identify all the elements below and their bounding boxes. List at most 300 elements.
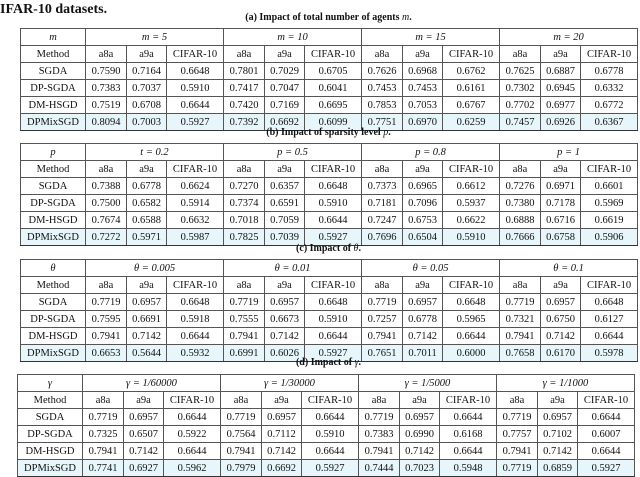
table-cell: 0.6622 (443, 212, 500, 229)
table-cell: 0.7666 (500, 229, 541, 246)
caption-text: (d) Impact of (295, 357, 355, 368)
table-cell: 0.5937 (443, 195, 500, 212)
table-cell: 0.5965 (443, 311, 500, 328)
method-name: SGDA (21, 294, 86, 311)
method-name: SGDA (21, 178, 86, 195)
dataset-header: a9a (265, 277, 305, 294)
table-cell: 0.6007 (578, 426, 635, 443)
method-header: Method (21, 161, 86, 178)
table-cell: 0.6758 (541, 229, 581, 246)
results-table (20, 259, 638, 362)
dataset-header: CIFAR-10 (443, 277, 500, 294)
table-cell: 0.7321 (500, 311, 541, 328)
dataset-header: a9a (127, 277, 167, 294)
table-cell: 0.6977 (541, 97, 581, 114)
table-cell: 0.7142 (127, 328, 167, 345)
table-cell: 0.8094 (86, 114, 127, 131)
table-cell: 0.7178 (541, 195, 581, 212)
table-cell: 0.6705 (305, 63, 362, 80)
subheader-row (21, 161, 638, 178)
group-header: p = 1 (500, 144, 638, 161)
table-cell: 0.7112 (262, 426, 302, 443)
table-cell: 0.6887 (541, 63, 581, 80)
table-cell: 0.7941 (497, 443, 538, 460)
table-cell: 0.7453 (403, 80, 443, 97)
table-cell: 0.6332 (581, 80, 638, 97)
table-cell: 0.5962 (164, 460, 221, 477)
dataset-header: a9a (541, 46, 581, 63)
dataset-header: CIFAR-10 (167, 161, 224, 178)
table-cell: 0.7555 (224, 311, 265, 328)
table-cell: 0.6957 (403, 294, 443, 311)
table-cell: 0.6778 (581, 63, 638, 80)
dataset-header: a9a (127, 46, 167, 63)
table-cell: 0.5948 (440, 460, 497, 477)
table-cell: 0.7757 (497, 426, 538, 443)
table-cell: 0.6990 (400, 426, 440, 443)
dataset-header: CIFAR-10 (443, 161, 500, 178)
table-cell: 0.6716 (541, 212, 581, 229)
dataset-header: a8a (362, 46, 403, 63)
group-header: θ = 0.1 (500, 260, 638, 277)
table-cell: 0.5910 (305, 195, 362, 212)
caption-variable: p (383, 127, 389, 138)
group-header: m = 5 (86, 29, 224, 46)
table-row (21, 294, 638, 311)
table-cell: 0.6648 (443, 294, 500, 311)
group-header: γ = 1/30000 (221, 375, 359, 392)
table-cell: 0.6968 (403, 63, 443, 80)
group-header: θ = 0.05 (362, 260, 500, 277)
table-cell: 0.6767 (443, 97, 500, 114)
table-cell: 0.7702 (500, 97, 541, 114)
group-header: m = 20 (500, 29, 638, 46)
group-header: γ = 1/5000 (359, 375, 497, 392)
table-caption (0, 12, 640, 23)
table-cell: 0.5969 (581, 195, 638, 212)
table-row (21, 311, 638, 328)
table-cell: 0.6926 (541, 114, 581, 131)
table-cell: 0.5978 (581, 345, 638, 362)
dataset-header: CIFAR-10 (581, 277, 638, 294)
table-cell: 0.7417 (224, 80, 265, 97)
table-cell: 0.6888 (500, 212, 541, 229)
dataset-header: CIFAR-10 (305, 277, 362, 294)
table-cell: 0.7564 (221, 426, 262, 443)
method-name: DM-HSGD (21, 328, 86, 345)
table-cell: 0.6644 (581, 328, 638, 345)
table-cell: 0.7142 (124, 443, 164, 460)
table-cell: 0.6026 (265, 345, 305, 362)
dataset-header: CIFAR-10 (443, 46, 500, 63)
table-cell: 0.7719 (497, 409, 538, 426)
dataset-header: a8a (500, 277, 541, 294)
table-cell: 0.6673 (265, 311, 305, 328)
table-cell: 0.7941 (362, 328, 403, 345)
table-cell: 0.7941 (359, 443, 400, 460)
table-caption (0, 243, 640, 254)
table-cell: 0.6750 (541, 311, 581, 328)
table-cell: 0.6170 (541, 345, 581, 362)
table-cell: 0.7374 (224, 195, 265, 212)
table-cell: 0.5927 (167, 114, 224, 131)
table-cell: 0.5932 (167, 345, 224, 362)
table-cell: 0.5910 (443, 229, 500, 246)
table-cell: 0.5927 (305, 229, 362, 246)
table-cell: 0.6644 (440, 409, 497, 426)
table-cell: 0.7941 (83, 443, 124, 460)
dataset-header: a9a (403, 277, 443, 294)
dataset-header: a9a (541, 161, 581, 178)
table-cell: 0.7325 (83, 426, 124, 443)
table-cell: 0.6644 (578, 409, 635, 426)
table-cell: 0.6644 (443, 328, 500, 345)
table-cell: 0.7719 (224, 294, 265, 311)
dataset-header: a9a (127, 161, 167, 178)
table-cell: 0.6957 (538, 409, 578, 426)
table-row (18, 460, 635, 477)
table-cell: 0.5910 (305, 311, 362, 328)
dataset-header: CIFAR-10 (167, 46, 224, 63)
dataset-header: a9a (400, 392, 440, 409)
table-cell: 0.5910 (302, 426, 359, 443)
table-cell: 0.7059 (265, 212, 305, 229)
subheader-row (18, 392, 635, 409)
table-cell: 0.7751 (362, 114, 403, 131)
caption-text: (a) Impact of total number of agents (245, 12, 402, 23)
table-cell: 0.7142 (262, 443, 302, 460)
table-cell: 0.5644 (127, 345, 167, 362)
caption-text: (b) Impact of sparsity level (266, 127, 384, 138)
table-cell: 0.7011 (403, 345, 443, 362)
table-cell: 0.6644 (440, 443, 497, 460)
table-cell: 0.7941 (221, 443, 262, 460)
table-cell: 0.6648 (305, 178, 362, 195)
table-cell: 0.5927 (302, 460, 359, 477)
table-cell: 0.6653 (86, 345, 127, 362)
method-name: DM-HSGD (21, 97, 86, 114)
table-cell: 0.6632 (167, 212, 224, 229)
table-cell: 0.7181 (362, 195, 403, 212)
table-cell: 0.6127 (581, 311, 638, 328)
table-cell: 0.6099 (305, 114, 362, 131)
table-cell: 0.7003 (127, 114, 167, 131)
dataset-header: a9a (124, 392, 164, 409)
table-cell: 0.7651 (362, 345, 403, 362)
dataset-header: CIFAR-10 (305, 46, 362, 63)
table-cell: 0.6762 (443, 63, 500, 80)
group-header-row (18, 375, 635, 392)
table-cell: 0.6778 (403, 311, 443, 328)
table-cell: 0.5906 (581, 229, 638, 246)
table-cell: 0.7388 (86, 178, 127, 195)
dataset-header: CIFAR-10 (164, 392, 221, 409)
caption-suffix: . (388, 127, 391, 138)
group-header: θ = 0.01 (224, 260, 362, 277)
param-header: θ (21, 260, 86, 277)
table-cell: 0.7825 (224, 229, 265, 246)
table-cell: 0.6612 (443, 178, 500, 195)
table-cell: 0.6648 (305, 294, 362, 311)
table-cell: 0.6507 (124, 426, 164, 443)
table-cell: 0.7102 (538, 426, 578, 443)
param-header: p (21, 144, 86, 161)
dataset-header: a8a (500, 46, 541, 63)
table-row (18, 426, 635, 443)
table-cell: 0.6357 (265, 178, 305, 195)
group-header: γ = 1/60000 (83, 375, 221, 392)
table-cell: 0.7392 (224, 114, 265, 131)
table-cell: 0.6644 (164, 443, 221, 460)
table-cell: 0.7023 (400, 460, 440, 477)
table-cell: 0.7276 (500, 178, 541, 195)
table-cell: 0.5918 (167, 311, 224, 328)
table-cell: 0.6644 (302, 443, 359, 460)
dataset-header: a8a (83, 392, 124, 409)
table-cell: 0.6991 (224, 345, 265, 362)
table-cell: 0.6692 (262, 460, 302, 477)
table-cell: 0.7053 (403, 97, 443, 114)
table-cell: 0.6168 (440, 426, 497, 443)
caption-text: (c) Impact of (296, 243, 354, 254)
subheader-row (21, 277, 638, 294)
dataset-header: CIFAR-10 (578, 392, 635, 409)
table-cell: 0.7853 (362, 97, 403, 114)
table-cell: 0.5922 (164, 426, 221, 443)
table-cell: 0.6772 (581, 97, 638, 114)
param-header: m (21, 29, 86, 46)
table-row (18, 443, 635, 460)
method-name: DPMixSGD (21, 345, 86, 362)
dataset-header: CIFAR-10 (581, 161, 638, 178)
dataset-header: a8a (362, 277, 403, 294)
table-cell: 0.6644 (167, 97, 224, 114)
table-cell: 0.6753 (403, 212, 443, 229)
table-cell: 0.6504 (403, 229, 443, 246)
table-cell: 0.7453 (362, 80, 403, 97)
table-cell: 0.7169 (265, 97, 305, 114)
table-cell: 0.7719 (362, 294, 403, 311)
table-cell: 0.6945 (541, 80, 581, 97)
table-cell: 0.5910 (167, 80, 224, 97)
table-cell: 0.7519 (86, 97, 127, 114)
table-cell: 0.6644 (302, 409, 359, 426)
dataset-header: a8a (224, 161, 265, 178)
group-header-row (21, 144, 638, 161)
subheader-row (21, 46, 638, 63)
group-header: θ = 0.005 (86, 260, 224, 277)
table-cell: 0.7801 (224, 63, 265, 80)
table-cell: 0.7457 (500, 114, 541, 131)
method-name: DP-SGDA (21, 80, 86, 97)
table-caption (0, 357, 640, 368)
dataset-header: a8a (86, 161, 127, 178)
table-cell: 0.7590 (86, 63, 127, 80)
results-table (20, 28, 638, 131)
dataset-header: a8a (224, 277, 265, 294)
table-cell: 0.7625 (500, 63, 541, 80)
group-header: m = 10 (224, 29, 362, 46)
caption-suffix: . (358, 243, 361, 254)
table-cell: 0.6965 (403, 178, 443, 195)
dataset-header: CIFAR-10 (302, 392, 359, 409)
table-cell: 0.7142 (265, 328, 305, 345)
table-cell: 0.7096 (403, 195, 443, 212)
table-cell: 0.5927 (578, 460, 635, 477)
method-header: Method (18, 392, 83, 409)
table-caption (0, 127, 640, 138)
table-cell: 0.6644 (305, 212, 362, 229)
table-cell: 0.7142 (538, 443, 578, 460)
table-cell: 0.7741 (83, 460, 124, 477)
table-cell: 0.7626 (362, 63, 403, 80)
table-cell: 0.7383 (359, 426, 400, 443)
table-cell: 0.6367 (581, 114, 638, 131)
group-header-row (21, 29, 638, 46)
table-cell: 0.6927 (124, 460, 164, 477)
table-cell: 0.7500 (86, 195, 127, 212)
table-cell: 0.6644 (578, 443, 635, 460)
table-cell: 0.7380 (500, 195, 541, 212)
table-cell: 0.7979 (221, 460, 262, 477)
table-cell: 0.6644 (305, 328, 362, 345)
table-cell: 0.7383 (86, 80, 127, 97)
table-cell: 0.6691 (127, 311, 167, 328)
table-cell: 0.6161 (443, 80, 500, 97)
table-cell: 0.6591 (265, 195, 305, 212)
table-row (21, 178, 638, 195)
table-cell: 0.7941 (224, 328, 265, 345)
table-cell: 0.7039 (265, 229, 305, 246)
table-cell: 0.7142 (403, 328, 443, 345)
table-cell: 0.7272 (86, 229, 127, 246)
dataset-header: CIFAR-10 (581, 46, 638, 63)
group-header: m = 15 (362, 29, 500, 46)
table-cell: 0.7674 (86, 212, 127, 229)
table-cell: 0.7719 (86, 294, 127, 311)
method-name: DM-HSGD (21, 212, 86, 229)
table-cell: 0.6259 (443, 114, 500, 131)
caption-suffix: . (358, 357, 362, 368)
results-table (17, 374, 635, 477)
table-cell: 0.7142 (541, 328, 581, 345)
table-cell: 0.7719 (221, 409, 262, 426)
table-cell: 0.7373 (362, 178, 403, 195)
table-cell: 0.6644 (167, 328, 224, 345)
table-cell: 0.7047 (265, 80, 305, 97)
dataset-header: a9a (541, 277, 581, 294)
table-cell: 0.7257 (362, 311, 403, 328)
table-row (21, 97, 638, 114)
table-cell: 0.6971 (541, 178, 581, 195)
table-cell: 0.7719 (497, 460, 538, 477)
table-cell: 0.7302 (500, 80, 541, 97)
table-cell: 0.6957 (265, 294, 305, 311)
method-header: Method (21, 277, 86, 294)
table-row (21, 328, 638, 345)
table-cell: 0.7719 (359, 409, 400, 426)
dataset-header: a8a (86, 277, 127, 294)
caption-suffix: . (409, 12, 412, 23)
table-cell: 0.6041 (305, 80, 362, 97)
method-name: DPMixSGD (18, 460, 83, 477)
table-cell: 0.7018 (224, 212, 265, 229)
table-cell: 0.6970 (403, 114, 443, 131)
dataset-header: a9a (265, 161, 305, 178)
table-cell: 0.7247 (362, 212, 403, 229)
dataset-header: a8a (497, 392, 538, 409)
method-name: DP-SGDA (18, 426, 83, 443)
table-row (18, 409, 635, 426)
table-cell: 0.6778 (127, 178, 167, 195)
table-cell: 0.7029 (265, 63, 305, 80)
table-cell: 0.7941 (86, 328, 127, 345)
table-row (21, 195, 638, 212)
table-cell: 0.6601 (581, 178, 638, 195)
table-cell: 0.7142 (400, 443, 440, 460)
table-cell: 0.6582 (127, 195, 167, 212)
table-cell: 0.6624 (167, 178, 224, 195)
group-header: γ = 1/1000 (497, 375, 635, 392)
dataset-header: a8a (362, 161, 403, 178)
table-cell: 0.6648 (167, 63, 224, 80)
table-cell: 0.6648 (167, 294, 224, 311)
method-name: DM-HSGD (18, 443, 83, 460)
group-header: p = 0.5 (224, 144, 362, 161)
caption-variable: γ (354, 357, 359, 368)
dataset-header: a8a (500, 161, 541, 178)
table-cell: 0.7164 (127, 63, 167, 80)
table-cell: 0.6957 (400, 409, 440, 426)
table-cell: 0.7696 (362, 229, 403, 246)
table-cell: 0.5971 (127, 229, 167, 246)
method-name: DP-SGDA (21, 311, 86, 328)
table-cell: 0.7941 (500, 328, 541, 345)
table-row (21, 212, 638, 229)
table-cell: 0.7719 (83, 409, 124, 426)
method-name: SGDA (18, 409, 83, 426)
table-cell: 0.6619 (581, 212, 638, 229)
method-name: DP-SGDA (21, 195, 86, 212)
table-cell: 0.6695 (305, 97, 362, 114)
table-cell: 0.6708 (127, 97, 167, 114)
dataset-header: a9a (538, 392, 578, 409)
method-header: Method (21, 46, 86, 63)
dataset-header: a9a (403, 161, 443, 178)
section-title: IFAR-10 datasets. (0, 2, 108, 17)
table-cell: 0.6957 (262, 409, 302, 426)
table-cell: 0.6648 (581, 294, 638, 311)
dataset-header: a8a (221, 392, 262, 409)
table-cell: 0.5914 (167, 195, 224, 212)
table-cell: 0.7444 (359, 460, 400, 477)
table-cell: 0.7719 (500, 294, 541, 311)
dataset-header: a9a (265, 46, 305, 63)
group-header: p = 0.8 (362, 144, 500, 161)
group-header-row (21, 260, 638, 277)
param-header: γ (18, 375, 83, 392)
dataset-header: a8a (359, 392, 400, 409)
table-cell: 0.7037 (127, 80, 167, 97)
table-cell: 0.6588 (127, 212, 167, 229)
table-cell: 0.6859 (538, 460, 578, 477)
group-header: t = 0.2 (86, 144, 224, 161)
table-cell: 0.6957 (127, 294, 167, 311)
table-cell: 0.6957 (124, 409, 164, 426)
table-row (21, 80, 638, 97)
table-cell: 0.5927 (305, 345, 362, 362)
caption-variable: θ (353, 243, 359, 254)
